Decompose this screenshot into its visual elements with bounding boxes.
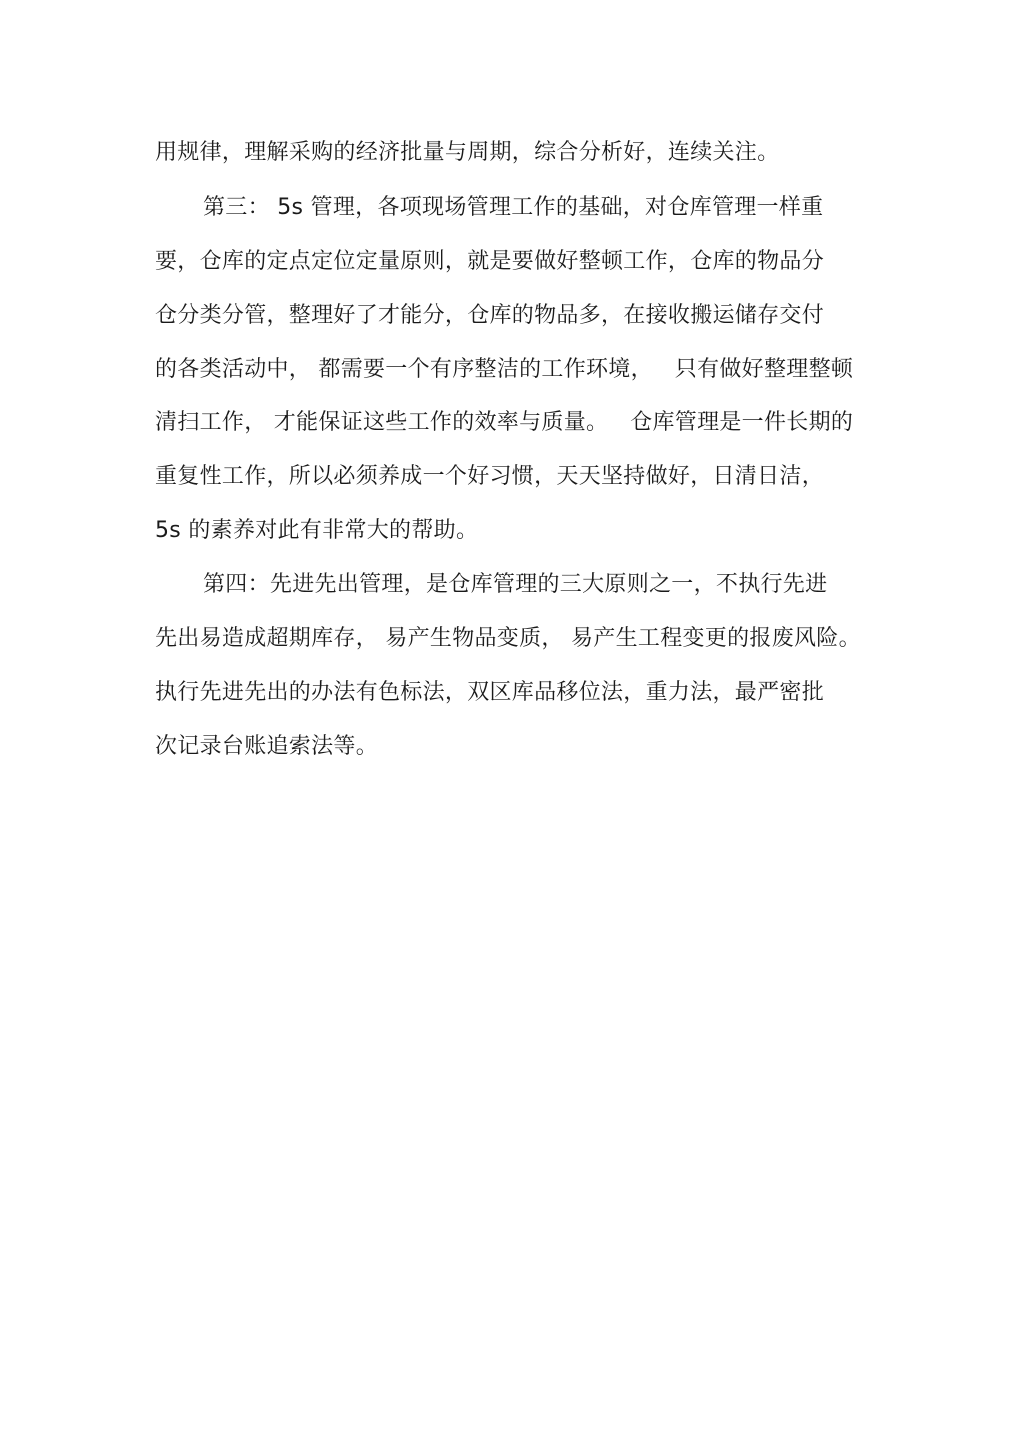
text-line: 要，仓库的定点定位定量原则，就是要做好整顿工作，仓库的物品分 xyxy=(155,249,825,274)
paragraph-heading-3: 第三： 5s 管理，各项现场管理工作的基础，对仓库管理一样重 xyxy=(203,195,824,220)
text-line: 先出易造成超期库存， 易产生物品变质， 易产生工程变更的报废风险。 xyxy=(155,626,861,651)
text-line: 次记录台账追索法等。 xyxy=(155,734,379,759)
text-line: 重复性工作，所以必须养成一个好习惯，天天坚持做好，日清日洁， xyxy=(155,464,825,489)
paragraph-heading-4: 第四：先进先出管理，是仓库管理的三大原则之一，不执行先进 xyxy=(203,572,828,597)
text-line: 5s 的素养对此有非常大的帮助。 xyxy=(155,518,479,543)
text-line: 执行先进先出的办法有色标法，双区库品移位法，重力法，最严密批 xyxy=(155,680,825,705)
text-line: 用规律，理解采购的经济批量与周期，综合分析好，连续关注。 xyxy=(155,140,780,165)
text-line: 仓分类分管，整理好了才能分，仓库的物品多，在接收搬运储存交付 xyxy=(155,303,825,328)
text-line: 的各类活动中， 都需要一个有序整洁的工作环境， 只有做好整理整顿 xyxy=(155,357,854,382)
text-line: 清扫工作， 才能保证这些工作的效率与质量。 仓库管理是一件长期的 xyxy=(155,410,854,435)
